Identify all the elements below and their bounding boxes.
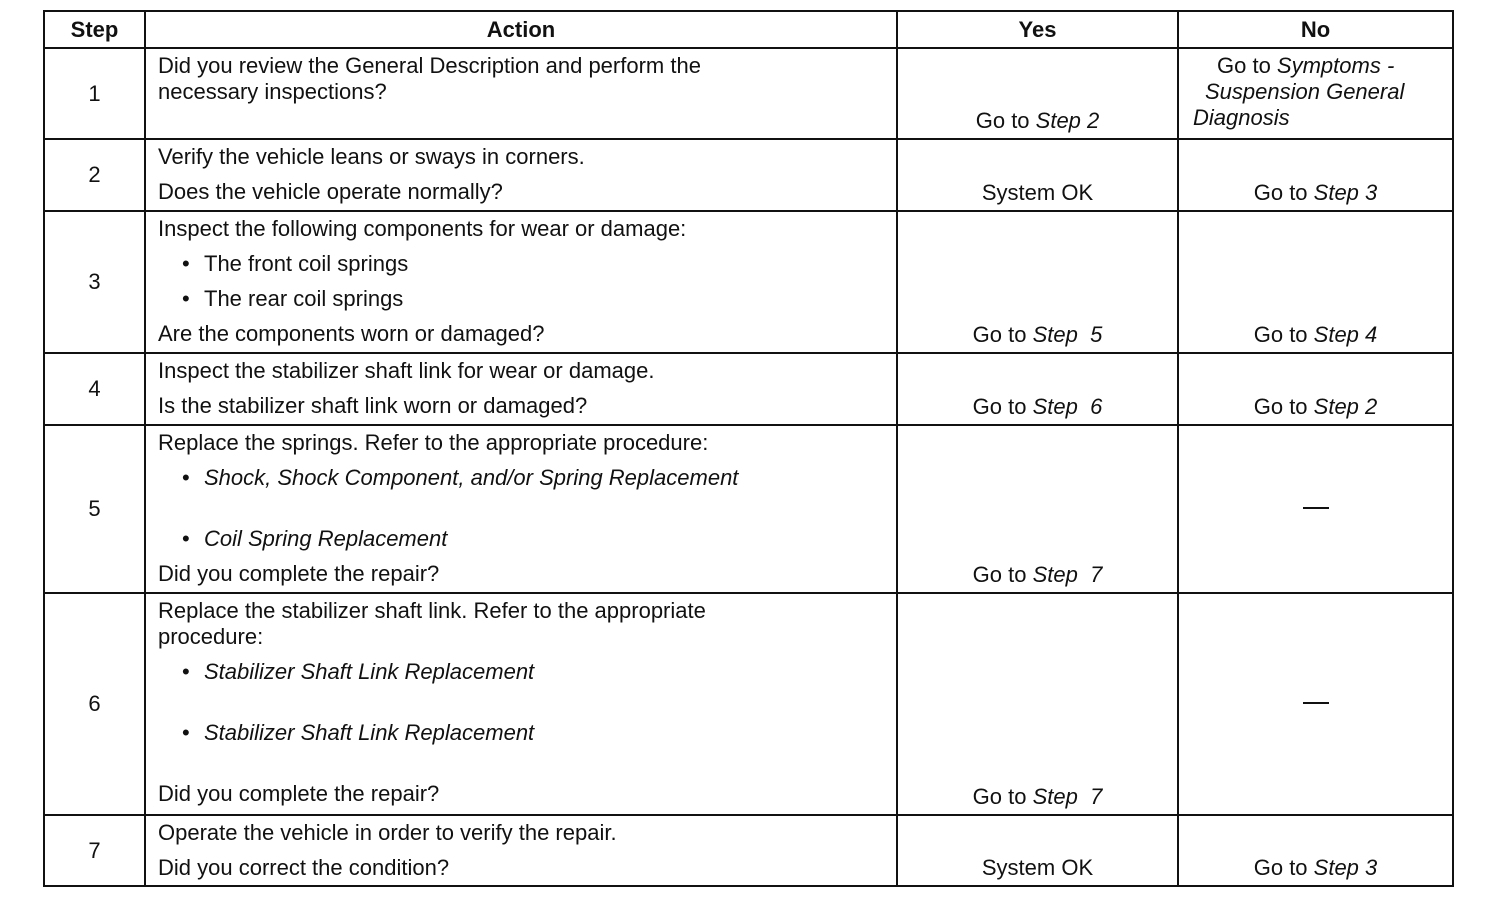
action-text: Inspect the stabilizer shaft link for wear or damage.: [158, 358, 655, 383]
symptoms-link[interactable]: Diagnosis: [1193, 105, 1290, 130]
step-number: 2: [44, 139, 145, 211]
step-number: 5: [44, 425, 145, 593]
step-link[interactable]: Step 4: [1313, 322, 1378, 347]
action-text: necessary inspections?: [158, 79, 387, 104]
step-number: 7: [44, 815, 145, 886]
header-action: Action: [145, 11, 897, 48]
procedure-link[interactable]: • Coil Spring Replacement: [182, 526, 448, 551]
step-link[interactable]: Step 5: [1032, 322, 1103, 347]
step-number: 4: [44, 353, 145, 425]
table-row: [44, 211, 1453, 353]
action-text: Did you review the General Description and perform the: [158, 53, 701, 78]
action-cell: [145, 425, 897, 593]
step-link[interactable]: Step 3: [1313, 855, 1378, 880]
yes-cell: Go to Step 2: [897, 48, 1178, 139]
table-row: [44, 139, 1453, 211]
table-row: [44, 48, 1453, 139]
step-link[interactable]: Step 2: [1313, 394, 1378, 419]
step-link[interactable]: Step 2: [1035, 108, 1100, 133]
yes-cell: Go to Step 7: [897, 425, 1178, 593]
no-cell: Go to Symptoms - Suspension General Diagnosis: [1178, 48, 1453, 139]
action-cell: [145, 139, 897, 211]
action-cell: [145, 593, 897, 815]
step-link[interactable]: Step 7: [1032, 784, 1103, 809]
no-cell: Go to Step 3: [1178, 139, 1453, 211]
symptoms-link[interactable]: Symptoms -: [1276, 53, 1395, 78]
header-row: [44, 11, 1453, 48]
procedure-link[interactable]: • Shock, Shock Component, and/or Spring Replacement: [182, 465, 739, 490]
table-row: [44, 425, 1453, 593]
action-question: Is the stabilizer shaft link worn or damaged?: [158, 393, 588, 418]
action-text: Replace the springs. Refer to the appropriate procedure:: [158, 430, 709, 455]
step-link[interactable]: Step 6: [1032, 394, 1103, 419]
procedure-link[interactable]: • Stabilizer Shaft Link Replacement: [182, 720, 535, 745]
no-cell: Go to Step 4: [1178, 211, 1453, 353]
header-step: Step: [44, 11, 145, 48]
step-number: 3: [44, 211, 145, 353]
table-row: [44, 815, 1453, 886]
action-question: Did you complete the repair?: [158, 561, 440, 586]
table-row: [44, 353, 1453, 425]
no-cell: Go to Step 2: [1178, 353, 1453, 425]
yes-cell: Go to Step 6: [897, 353, 1178, 425]
header-yes: Yes: [897, 11, 1178, 48]
step-number: 6: [44, 593, 145, 815]
action-cell: [145, 48, 897, 139]
step-number: 1: [44, 48, 145, 139]
action-cell: [145, 211, 897, 353]
yes-cell: System OK: [897, 139, 1178, 211]
dash-icon: [1303, 507, 1329, 509]
action-question: Did you correct the condition?: [158, 855, 450, 880]
action-question: Does the vehicle operate normally?: [158, 179, 503, 204]
no-cell: [1178, 425, 1453, 593]
bullet-item: • The front coil springs: [182, 251, 409, 276]
no-cell: Go to Step 3: [1178, 815, 1453, 886]
action-text: Inspect the following components for wear or damage:: [158, 216, 687, 241]
action-question: Are the components worn or damaged?: [158, 321, 545, 346]
yes-cell: Go to Step 5: [897, 211, 1178, 353]
step-link[interactable]: Step 7: [1032, 562, 1103, 587]
action-cell: [145, 353, 897, 425]
action-text: Operate the vehicle in order to verify the repair.: [158, 820, 617, 845]
action-cell: [145, 815, 897, 886]
yes-cell: System OK: [897, 815, 1178, 886]
action-text: procedure:: [158, 624, 264, 649]
yes-cell: Go to Step 7: [897, 593, 1178, 815]
bullet-item: • The rear coil springs: [182, 286, 404, 311]
symptoms-link[interactable]: Suspension General: [1205, 79, 1405, 104]
procedure-link[interactable]: • Stabilizer Shaft Link Replacement: [182, 659, 535, 684]
action-text: Replace the stabilizer shaft link. Refer to the appropriate: [158, 598, 706, 623]
no-cell: [1178, 593, 1453, 815]
action-question: Did you complete the repair?: [158, 781, 440, 806]
step-link[interactable]: Step 3: [1313, 180, 1378, 205]
header-no: No: [1178, 11, 1453, 48]
dash-icon: [1303, 702, 1329, 704]
table-row: [44, 593, 1453, 815]
action-text: Verify the vehicle leans or sways in corners.: [158, 144, 585, 169]
diagnostic-table: [43, 10, 1454, 887]
